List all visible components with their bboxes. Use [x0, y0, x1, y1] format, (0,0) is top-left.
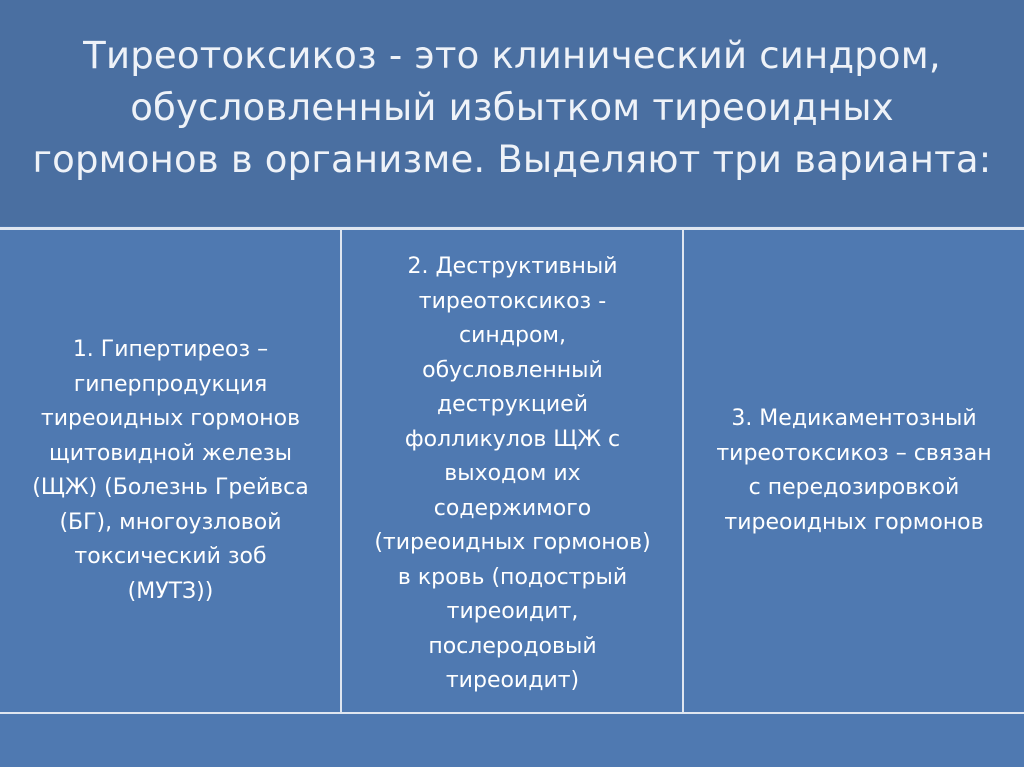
table-cell-destructive	[342, 230, 683, 712]
cell-2-line-10: в кровь (подострый	[397, 564, 628, 590]
cell-1-line-2: гиперпродукция	[73, 371, 268, 397]
cell-2-line-9: (тиреоидных гормонов)	[374, 530, 651, 555]
cell-2-line-7: выходом их	[444, 461, 581, 486]
cell-2-line-11: тиреоидит,	[446, 599, 579, 624]
table-cell-drug-induced	[684, 230, 1024, 712]
cell-1-line-7: токсический зоб	[74, 544, 267, 569]
bottom-area	[0, 714, 1024, 767]
slide-title	[0, 30, 1024, 186]
cell-1-line-1: 1. Гипертиреоз –	[72, 337, 269, 362]
cell-text	[716, 402, 991, 540]
cell-1-line-4: щитовидной железы	[49, 440, 292, 466]
cell-1-line-3: тиреоидных гормонов	[40, 406, 301, 431]
cell-1-line-6: (БГ), многоузловой	[59, 509, 282, 535]
title-line-3: гормонов в организме. Выделяют три варианта:	[32, 138, 992, 181]
cell-2-line-8: содержимого	[433, 495, 592, 521]
cell-2-line-3: синдром,	[458, 323, 566, 348]
cell-text	[32, 333, 308, 609]
title-line-1: Тиреотоксикоз - это клинический синдром,	[83, 34, 941, 77]
cell-1-line-5: (ЩЖ) (Болезнь Грейвса	[32, 475, 309, 500]
table-cell-hyperthyroidism	[0, 230, 341, 712]
cell-3-line-4: тиреоидных гормонов	[724, 509, 984, 535]
cell-3-line-2: тиреотоксикоз – связан	[716, 440, 992, 466]
cell-2-line-2: тиреотоксикоз -	[418, 288, 607, 314]
variants-table	[0, 227, 1024, 714]
cell-2-line-13: тиреоидит)	[445, 668, 580, 693]
cell-3-line-1: 3. Медикаментозный	[731, 406, 977, 431]
cell-2-line-4: обусловленный	[422, 357, 603, 383]
cell-3-line-3: с передозировкой	[748, 475, 960, 500]
cell-2-line-5: деструкцией	[436, 392, 589, 417]
cell-1-line-8: (МУТЗ))	[127, 578, 214, 604]
cell-text	[374, 250, 650, 699]
title-line-2: обусловленный избытком тиреоидных	[130, 86, 894, 129]
cell-2-line-6: фолликулов ЩЖ с	[404, 426, 621, 452]
cell-2-line-1: 2. Деструктивный	[407, 254, 618, 279]
cell-2-line-12: послеродовый	[428, 633, 597, 659]
